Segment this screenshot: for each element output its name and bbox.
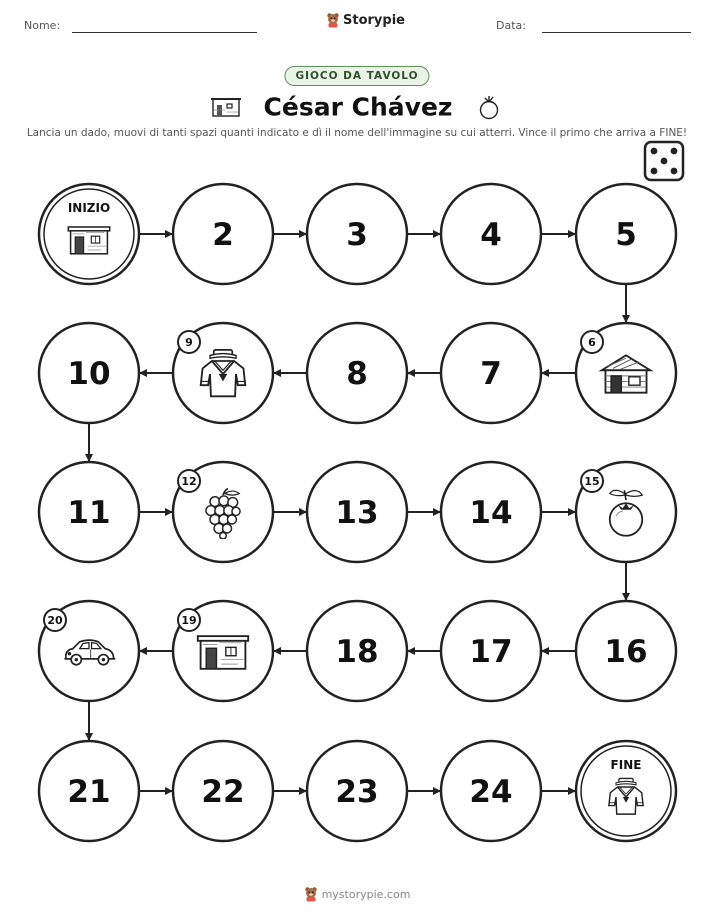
space-number: 5 [615,217,637,253]
space-number: 16 [604,634,648,670]
board-space-16 [576,601,676,701]
board-space-5 [576,184,676,284]
board-space-11 [39,462,139,562]
end-label: FINE [610,758,642,772]
board-space-7 [441,323,541,423]
board-space-20 [39,601,139,701]
space-number-badge [581,470,603,492]
board-space-3 [307,184,407,284]
board-space-6 [576,323,676,423]
space-number: 7 [480,356,502,392]
space-number: 14 [469,495,513,531]
space-number: 10 [67,356,111,392]
space-number: 22 [201,774,245,810]
dice-icon [645,142,683,180]
board-space-12 [173,462,273,562]
start-label: INIZIO [67,201,111,215]
svg-text:19: 19 [181,614,197,627]
svg-text:9: 9 [185,336,193,349]
brand-name: Storypie [343,12,405,28]
name-label: Nome: [24,19,61,32]
board-space-19 [173,601,273,701]
space-number-badge [178,609,200,631]
space-number: 13 [335,495,379,531]
board-space-22 [173,741,273,841]
space-number: 11 [67,495,111,531]
board-space-21 [39,741,139,841]
space-number: 24 [469,774,513,810]
space-number: 2 [212,217,234,253]
instructions: Lancia un dado, muovi di tanti spazi quanti indicato e dì il nome dell'immagine su cui atterri. Vince il primo che arriva a FINE! [26,127,688,139]
board-space-18 [307,601,407,701]
game-type-badge: GIOCO DA TAVOLO [284,66,429,86]
svg-text:6: 6 [588,336,596,349]
footer [0,886,714,902]
svg-text:20: 20 [47,614,63,627]
bear-icon [304,886,318,902]
svg-text:15: 15 [584,475,600,488]
date-label: Data: [496,19,526,32]
space-number: 17 [469,634,513,670]
space-number-badge [178,331,200,353]
footer-site: mystorypie.com [321,887,411,901]
board-space-9 [173,323,273,423]
board-space-17 [441,601,541,701]
board-spaces [39,184,676,841]
space-number: 21 [67,774,111,810]
house-icon [198,636,248,669]
space-number: 4 [480,217,502,253]
svg-text:12: 12 [181,475,197,488]
board-space-1 [39,184,139,284]
board-space-8 [307,323,407,423]
title-text: César Chávez [263,92,453,122]
board-space-23 [307,741,407,841]
space-number: 3 [346,217,368,253]
board-space-13 [307,462,407,562]
space-number-badge [44,609,66,631]
board-space-14 [441,462,541,562]
space-number: 8 [346,356,368,392]
space-number-badge [178,470,200,492]
board-space-25 [576,741,676,841]
board-space-24 [441,741,541,841]
board-space-10 [39,323,139,423]
board-space-4 [441,184,541,284]
space-number: 23 [335,774,379,810]
board-space-15 [576,462,676,562]
house-icon [68,227,109,254]
space-number-badge [581,331,603,353]
board-space-2 [173,184,273,284]
space-number: 18 [335,634,379,670]
